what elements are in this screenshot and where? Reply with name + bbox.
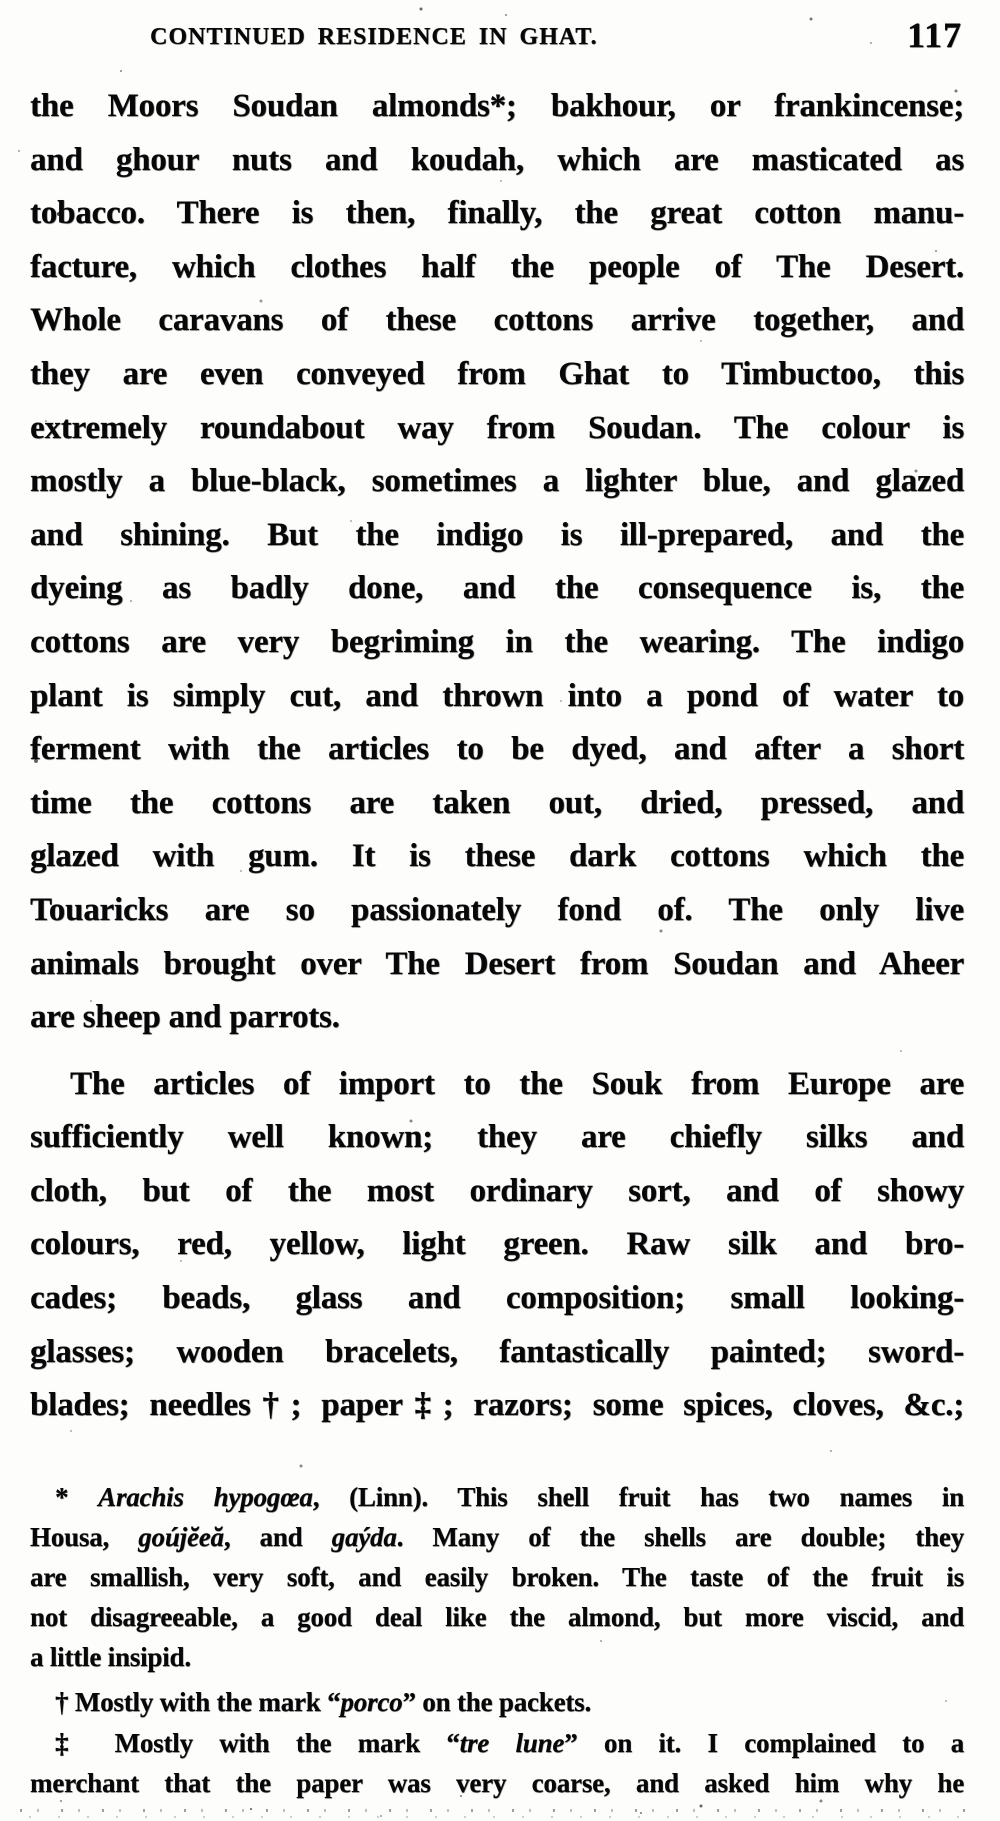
merchant-mark: porco [340,1687,403,1717]
text-line: dyeing as badly done, and the consequence is, the [30,570,964,607]
footnote-line [30,1517,964,1557]
text-line: animals brought over The Desert from Soudan and Aheer [30,945,964,982]
footnote-text: ” on it. I complained to a [564,1728,964,1758]
paragraph-2 [30,1058,964,1433]
text-line: blades; needles†; paper‡; razors; some spices, cloves, &c.; [30,1387,964,1424]
native-word: goújĕeă [138,1522,224,1552]
footnote-text: . Many of the shells are double; they [396,1522,964,1552]
text-line: facture, which clothes half the people of The Desert. [30,248,964,285]
footnote-text: Housa, [30,1522,139,1552]
text-line: are sheep and parrots. [30,999,340,1036]
text-line: plant is simply cut, and thrown into a pond of water to [30,677,964,714]
footnote-line: not disagreeable, a good deal like the almond, but more viscid, and [30,1602,964,1632]
footnote-marker-text: * [55,1482,99,1512]
footnote-line [30,1477,964,1517]
footnote-text: † Mostly with the mark “ [55,1687,341,1717]
footnotes [30,1477,964,1803]
text-line: glazed with gum. It is these dark cottons which the [30,838,964,875]
footnote-double-dagger [30,1723,964,1803]
merchant-mark: tre lune [459,1728,565,1758]
footnote-text: , (Linn). This shell fruit has two names in [312,1482,964,1512]
running-title: CONTINUED RESIDENCE IN GHAT. [150,24,598,50]
text-line: and shining. But the indigo is ill-prepared, and the [30,516,964,553]
text-line: tobacco. There is then, finally, the great cotton manu- [30,195,964,232]
text-line: ferment with the articles to be dyed, and after a short [30,731,964,768]
text-line: colours, red, yellow, light green. Raw silk and bro- [30,1226,964,1263]
footnote-line: merchant that the paper was very coarse, and asked him why he [30,1768,964,1798]
text-line: sufficiently well known; they are chiefly silks and [30,1119,964,1156]
text-line: cades; beads, glass and composition; small looking- [30,1280,964,1317]
page-header [30,16,962,66]
text-line: The articles of import to the Souk from Europe are [70,1065,964,1102]
footnote-line: a little insipid. [30,1642,191,1672]
footnote-line: are smallish, very soft, and easily broken. The taste of the fruit is [30,1562,964,1592]
scan-noise [0,0,2,2]
scan-noise-bottom-edge [20,1805,980,1819]
footnote-dagger [30,1682,964,1722]
footnote-asterisk [30,1477,964,1677]
text-line: they are even conveyed from Ghat to Timbuctoo, this [30,355,964,392]
native-word: gaýda [331,1522,397,1552]
page-body [30,80,964,1433]
text-line: cottons are very begriming in the wearing. The indigo [30,623,964,660]
text-line: glasses; wooden bracelets, fantastically painted; sword- [30,1333,964,1370]
latin-species-name: Arachis hypogœa [98,1482,313,1512]
text-line: extremely roundabout way from Soudan. The colour is [30,409,964,446]
text-line: cloth, but of the most ordinary sort, and of showy [30,1172,964,1209]
text-line: Whole caravans of these cottons arrive together, and [30,302,964,339]
paragraph-1 [30,80,964,1045]
text-line: mostly a blue-black, sometimes a lighter blue, and glazed [30,463,964,500]
text-line: time the cottons are taken out, dried, pressed, and [30,784,964,821]
footnote-text: , and [223,1522,332,1552]
footnote-text: ‡ Mostly with the mark “ [55,1728,460,1758]
text-line: the Moors Soudan almonds*; bakhour, or frankincense; [30,88,964,124]
page-number: 117 [906,15,962,55]
footnote-text: ” on the packets. [402,1687,592,1717]
text-line: and ghour nuts and koudah, which are masticated as [30,141,964,178]
text-line: Touaricks are so passionately fond of. The only live [30,891,964,928]
footnote-line [30,1682,964,1722]
footnote-line [30,1723,964,1763]
